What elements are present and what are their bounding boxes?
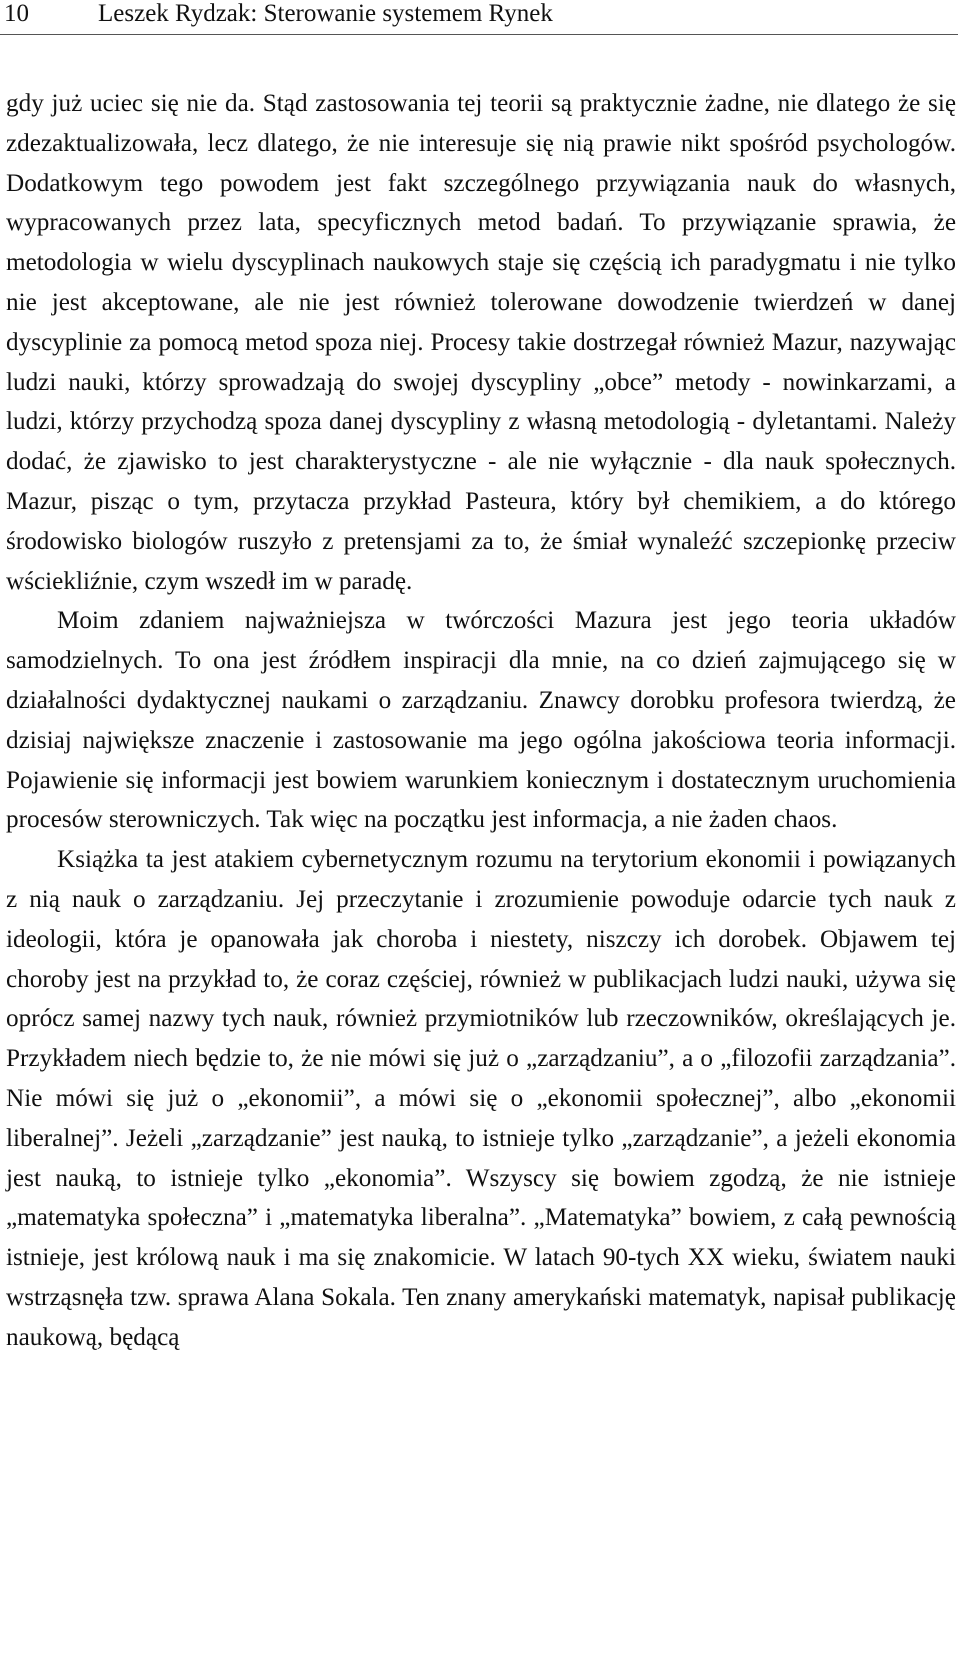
- paragraph: Moim zdaniem najważniejsza w twórczości Mazura jest jego teoria układów samodzielnych. To ona jest źródłem inspiracji dla mnie, na co dzień zajmującego się w działalności dydaktycznej naukami o zarządzaniu. Znawcy dorobku profesora twierdzą, że dzisiaj największe znaczenie i zastosowanie ma jego ogólna jakościowa teoria informacji. Pojawienie się informacji jest bowiem warunkiem koniecznym i dostatecznym uruchomienia procesów sterowniczych. Tak więc na początku jest informacja, a nie żaden chaos.: [6, 607, 956, 834]
- paragraph-continuation: gdy już uciec się nie da. Stąd zastosowania tej teorii są praktycznie żadne, nie dlatego że się zdezaktualizowała, lecz dlatego, że nie interesuje się nią prawie nikt spośród psychologów. Dodatkowym tego powodem jest fakt szczególnego przywiązania nauk do własnych, wypracowanych przez lata, specyficznych metod badań. To przywiązanie sprawia, że metodologia w wielu dyscyplinach naukowych staje się częścią ich paradygmatu i nie tylko nie jest akceptowane, ale nie jest również tolerowane dowodzenie twierdzeń w danej dyscyplinie za pomocą metod spoza niej. Procesy takie dostrzegał również Mazur, nazywając ludzi nauki, którzy sprowadzają do swojej dyscypliny „obce” metody - nowinkarzami, a ludzi, którzy przychodzą spoza danej dyscypliny z własną metodologią - dyletantami. Należy dodać, że zjawisko to jest charakterystyczne - ale nie wyłącznie - dla nauk społecznych. Mazur, pisząc o tym, przytacza przykład Pasteura, który był chemikiem, a do którego środowisko biologów ruszyło z pretensjami za to, że śmiał wynaleźć szczepionkę przeciw wściekliźnie, czym wszedł im w paradę.: [6, 90, 956, 595]
- paragraph: Książka ta jest atakiem cybernetycznym rozumu na terytorium ekonomii i powiązanych z nią nauk o zarządzaniu. Jej przeczytanie i zrozumienie powoduje odarcie tych nauk z ideologii, która je opanowała jak choroba i niestety, niszczy ich dorobek. Objawem tej choroby jest na przykład to, że coraz częściej, również w publikacjach ludzi nauki, używa się oprócz samej nazwy tych nauk, również przymiotników lub rzeczowników, określających je. Przykładem niech będzie to, że nie mówi się już o „zarządzaniu”, a o „filozofii zarządzania”. Nie mówi się już o „ekonomii”, a mówi się o „ekonomii społecznej”, albo „ekonomii liberalnej”. Jeżeli „zarządzanie” jest nauką, to istnieje tylko „zarządzanie”, a jeżeli ekonomia jest nauką, to istnieje tylko „ekonomia”. Wszyscy się bowiem zgodzą, że nie istnieje „matematyka społeczna” i „matematyka liberalna”. „Matematyka” bowiem, z całą pewnością istnieje, jest królową nauk i ma się znakomicie. W latach 90-tych XX wieku, światem nauki wstrząsnęła tzw. sprawa Alana Sokala. Ten znany amerykański matematyk, napisał publikację naukową, będącą: [6, 846, 956, 1351]
- page-number: 10: [4, 0, 29, 27]
- body-text: [6, 84, 956, 1358]
- running-title: Leszek Rydzak: Sterowanie systemem Rynek: [98, 0, 553, 27]
- running-header: [0, 0, 958, 35]
